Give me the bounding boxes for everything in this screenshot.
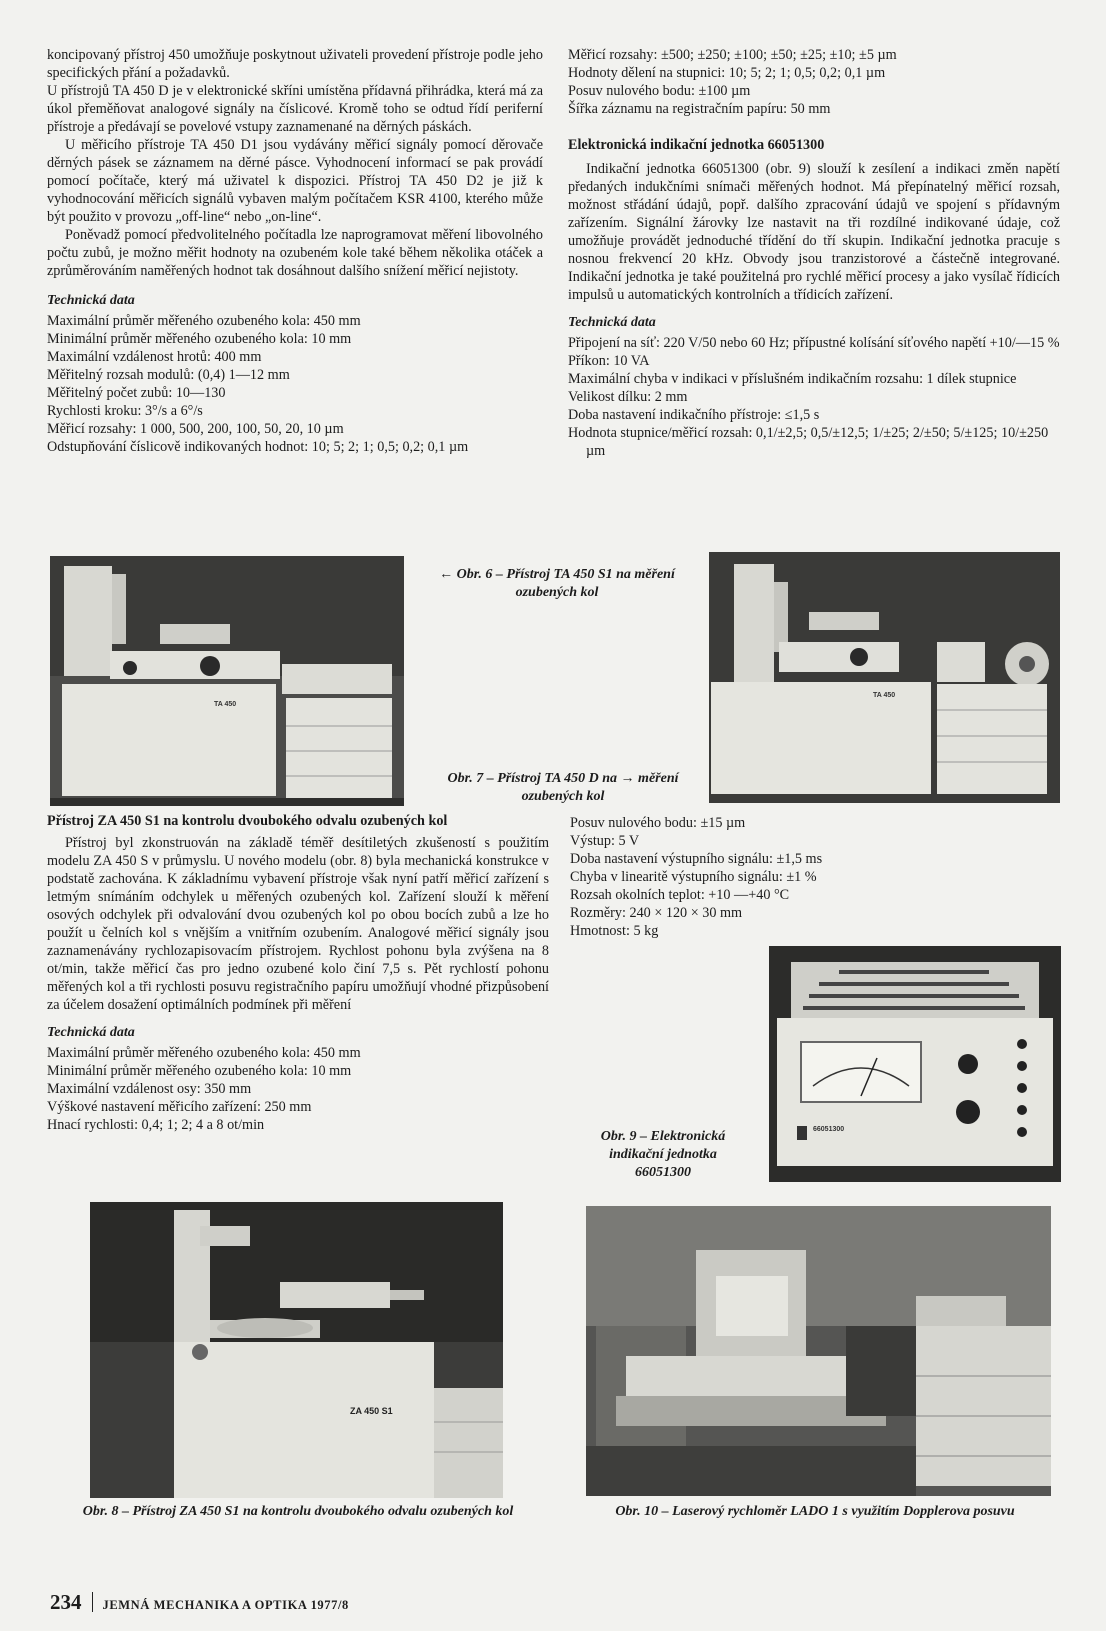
spec-line: Šířka záznamu na registračním papíru: 50 mm <box>568 101 831 117</box>
figure-7-photo <box>709 552 1060 803</box>
photo-label: ZA 450 S1 <box>350 1406 393 1416</box>
figure-6-caption: ← Obr. 6 – Přístroj TA 450 S1 na měření ozubených kol <box>439 567 675 600</box>
paragraph: koncipovaný přístroj 450 umožňuje poskytnout uživateli provedení přístroje podle jeho specifických přání a požadavků. <box>47 47 543 81</box>
page-number: 234 <box>50 1590 82 1614</box>
tech-item: Doba nastavení indikačního přístroje: ≤1,5 s <box>568 407 820 423</box>
right-column-middle <box>570 814 1058 940</box>
paragraph: U měřicího přístroje TA 450 D1 jsou vydávány měřicí signály pomocí děrovače děrných pásek se záznamem na děrné pásce. Vyhodnocení informací se pak provádí pomocí počítače, který má uživatel k dispozici. Přístroj TA 450 D2 je již k vyhodnocování měřicích signálů vybaven malým počítačem KSR 4100, kterého může být použito v provozu „off-line“ nebo „on-line“. <box>47 137 543 225</box>
tech-item: Hodnota stupnice/měřicí rozsah: 0,1/±2,5; 0,5/±12,5; 1/±25; 2/±50; 5/±125; 10/±250 µm <box>568 425 1049 459</box>
paragraph: Poněvadž pomocí předvolitelného počítadla lze naprogramovat měření libovolného počtu zubů, je možno měřit hodnoty na ozubeném kole také během několika otáček a zprůměrováním naměřených hodnot tak dosáhnout dalšího snížení měřicí nejistoty. <box>47 227 543 279</box>
tech-item: Měřitelný rozsah modulů: (0,4) 1—12 mm <box>47 367 290 383</box>
tech-item: Výstup: 5 V <box>570 833 640 849</box>
figure-7-caption: Obr. 7 – Přístroj TA 450 D na → měření ozubených kol <box>447 771 679 804</box>
footer-divider <box>92 1592 93 1612</box>
tech-item: Příkon: 10 VA <box>568 353 650 369</box>
tech-item: Rozměry: 240 × 120 × 30 mm <box>570 905 743 921</box>
tech-item: Výškové nastavení měřicího zařízení: 250 mm <box>47 1099 312 1115</box>
left-column-middle <box>47 812 549 1134</box>
left-column-top <box>47 46 543 456</box>
spec-line: Posuv nulového bodu: ±100 µm <box>568 83 751 99</box>
journal-name: JEMNÁ MECHANIKA A OPTIKA 1977/8 <box>102 1598 349 1612</box>
paragraph: U přístrojů TA 450 D je v elektronické skříni umístěna přídavná přihrádka, která má za úkol přeměňovat analogové signály na číslicové. Kromě toho se odtud řídí periferní přístroje a předávají se povelové vstupy zaznamenané na děrných páskách. <box>47 83 543 135</box>
tech-item: Hnací rychlosti: 0,4; 1; 2; 4 a 8 ot/min <box>47 1117 265 1133</box>
spec-line: Měřicí rozsahy: ±500; ±250; ±100; ±50; ±25; ±10; ±5 µm <box>568 47 897 63</box>
tech-item: Minimální průměr měřeného ozubeného kola: 10 mm <box>47 1063 352 1079</box>
figure-6-photo <box>50 556 404 806</box>
tech-data-heading: Technická data <box>47 1025 135 1040</box>
tech-item: Maximální průměr měřeného ozubeného kola: 450 mm <box>47 313 361 329</box>
tech-item: Minimální průměr měřeného ozubeného kola: 10 mm <box>47 331 352 347</box>
tech-data-heading: Technická data <box>568 315 656 330</box>
figure-10-photo <box>586 1206 1051 1496</box>
right-column-top <box>568 46 1060 460</box>
tech-item: Odstupňování číslicově indikovaných hodnot: 10; 5; 2; 1; 0,5; 0,2; 0,1 µm <box>47 439 469 455</box>
tech-item: Rychlosti kroku: 3°/s a 6°/s <box>47 403 203 419</box>
figure-9-caption: Obr. 9 – Elektronická indikační jednotka 66051300 <box>600 1129 726 1180</box>
photo-label: TA 450 <box>214 701 237 708</box>
tech-item: Maximální vzdálenost hrotů: 400 mm <box>47 349 262 365</box>
tech-item: Hmotnost: 5 kg <box>570 923 659 939</box>
figure-9-photo <box>769 946 1061 1182</box>
paragraph: Indikační jednotka 66051300 (obr. 9) slouží k zesílení a indikaci změn napětí předaných indukčními snímači měřených hodnot. Má přepínatelný měřicí rozsah, možnost střádání údajů, popř. dalšího zpracování údajů ve spojení s přídavným zařízením. Signální žárovky lze nastavit na tři rozdílné indikované údaje, což umožňuje provádět jednoduché třídění do tří skupin. Indikační jednotka pracuje s nosnou frekvencí 20 kHz. Obvody jsou tranzistorové a částečně integrované. Indikační jednotka je také použitelná pro rychlé měřicí procesy a jako vysílač řídicích impulsů u automatických kontrolních a třídicích zařízení. <box>568 161 1060 303</box>
tech-item: Maximální vzdálenost osy: 350 mm <box>47 1081 252 1097</box>
tech-data-heading: Technická data <box>47 293 135 308</box>
tech-item: Chyba v linearitě výstupního signálu: ±1 % <box>570 869 817 885</box>
tech-item: Připojení na síť: 220 V/50 nebo 60 Hz; přípustné kolísání síťového napětí +10/—15 % <box>568 335 1060 351</box>
tech-item: Rozsah okolních teplot: +10 —+40 °C <box>570 887 790 903</box>
tech-item: Maximální chyba v indikaci v příslušném indikačním rozsahu: 1 dílek stupnice <box>568 371 1017 387</box>
figure-8-caption-text: Obr. 8 – Přístroj ZA 450 S1 na kontrolu dvoubokého odvalu ozubených kol <box>82 1504 514 1519</box>
paragraph: Přístroj byl zkonstruován na základě téměř desítiletých zkušeností s použitím modelu ZA 450 S v průmyslu. U nového modelu (obr. 8) byla mechanická konstrukce v podstatě zachována. K základnímu vybavení přístroje však nyní patří měřicí zařízení s letmým snímáním odchylek u měřených ozubených kol. Zařízení slouží k měření osových odchylek při odvalování dvou ozubených kol po obou bocích zubů a lze ho použít u čelních kol s vnějším a vnitřním ozubením. Analogové měřicí signály jsou zaznamenávány rychlozapisovacím přístrojem. Rychlost pohonu byla zvýšena na 8 ot/min, takže měřicí čas pro jedno ozubené kolo činí 7,5 s. Pět rychlostí pohonu měřených kol a tři rychlosti posuvu registračního papíru umožňují vhodné přizpůsobení za účelem dosažení optimálních podmínek při měření <box>47 835 549 1013</box>
tech-item: Doba nastavení výstupního signálu: ±1,5 ms <box>570 851 823 867</box>
figure-10-caption: Obr. 10 – Laserový rychloměr LADO 1 s využitím Dopplerova posuvu <box>615 1504 1015 1519</box>
page-footer <box>50 1590 349 1615</box>
photo-label: 66051300 <box>813 1126 845 1133</box>
tech-item: Měřitelný počet zubů: 10—130 <box>47 385 226 401</box>
photo-label: TA 450 <box>873 692 896 699</box>
tech-item: Velikost dílku: 2 mm <box>568 389 688 405</box>
tech-item: Měřicí rozsahy: 1 000, 500, 200, 100, 50, 20, 10 µm <box>47 421 344 437</box>
tech-item: Posuv nulového bodu: ±15 µm <box>570 815 746 831</box>
section-heading: Přístroj ZA 450 S1 na kontrolu dvoubokého odvalu ozubených kol <box>47 813 448 829</box>
figure-8-caption-visible <box>50 1503 546 1521</box>
tech-item: Maximální průměr měřeného ozubeného kola: 450 mm <box>47 1045 361 1061</box>
section-heading: Elektronická indikační jednotka 66051300 <box>568 137 825 153</box>
figure-8-photo <box>90 1202 503 1498</box>
spec-line: Hodnoty dělení na stupnici: 10; 5; 2; 1; 0,5; 0,2; 0,1 µm <box>568 65 886 81</box>
